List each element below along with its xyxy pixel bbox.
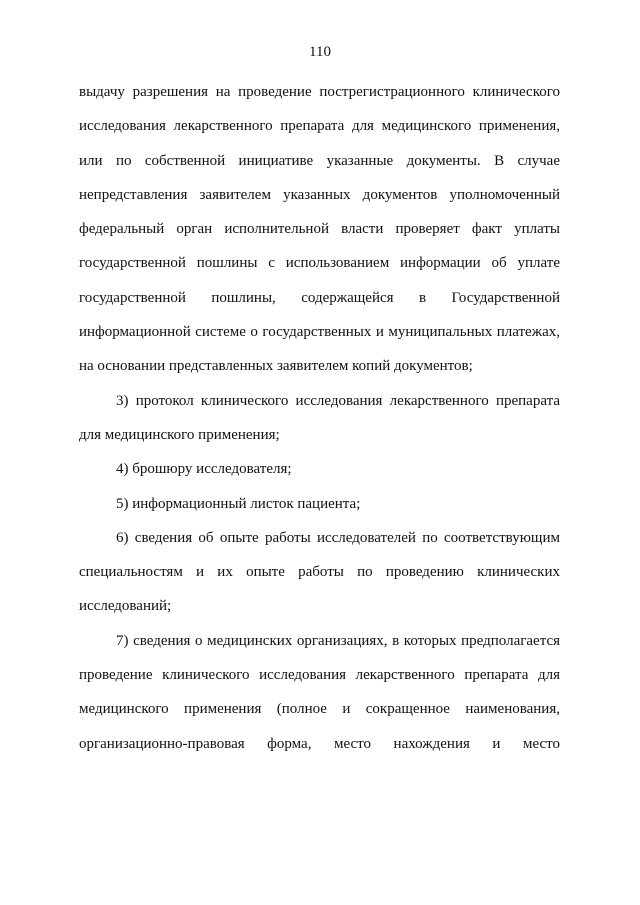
list-item-3: 3) протокол клинического исследования лекарственного препарата для медицинского применения;: [79, 392, 560, 443]
list-item-5: 5) информационный листок пациента;: [116, 495, 361, 512]
page-number: 110: [309, 44, 331, 60]
list-item-4: 4) брошюру исследователя;: [116, 461, 292, 478]
list-item-6: 6) сведения об опыте работы исследователей по соответствующим специальностям и их опыте работы по проведению клинических исследований;: [79, 529, 560, 615]
document-body: [79, 75, 560, 761]
list-item-7: 7) сведения о медицинских организациях, в которых предполагается проведение клинического исследования лекарственного препарата для медицинского применения (полное и сокращенное наименования, организационно-правовая форма, место нахождения и место: [79, 632, 560, 752]
paragraph-continuation: выдачу разрешения на проведение пострегистрационного клинического исследования лекарственного препарата для медицинского применения, или по собственной инициативе указанные документы. В случае непредставления заявителем указанных документов уполномоченный федеральный орган исполнительной власти проверяет факт уплаты государственной пошлины с использованием информации об уплате государственной пошлины, содержащейся в Государственной информационной системе о государственных и муниципальных платежах, на основании представленных заявителем копий документов;: [79, 84, 560, 375]
